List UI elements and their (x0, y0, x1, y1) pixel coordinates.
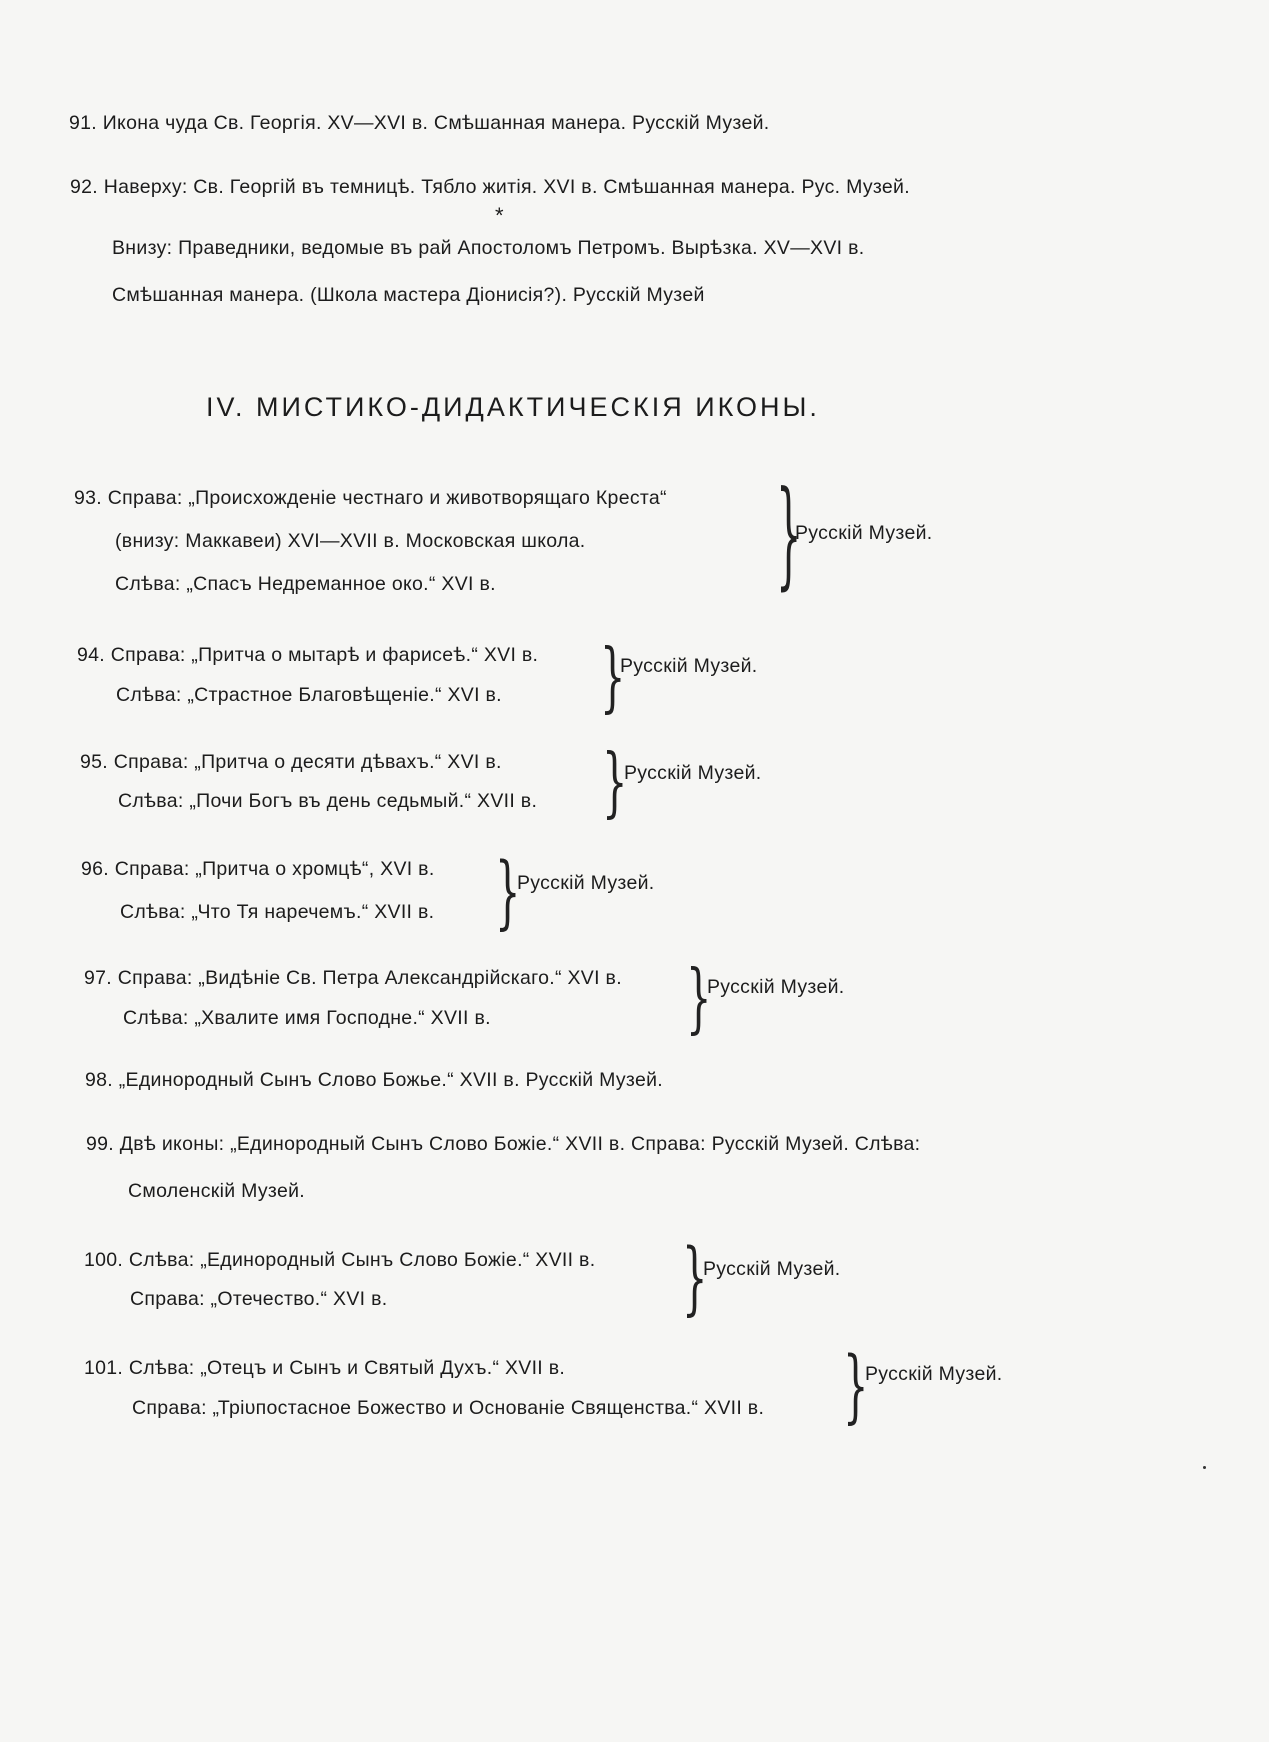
entry-94-line-2: Слѣва: „Страстное Благовѣщеніе.“ XVI в. (116, 684, 502, 706)
entry-91: 91. Икона чуда Св. Георгія. XV—XVI в. Смѣшанная манера. Русскій Музей. (69, 112, 770, 134)
entry-100-line-2: Справа: „Отечество.“ XVI в. (130, 1288, 388, 1310)
entry-101-museum: Русскій Музей. (865, 1363, 1003, 1385)
right-brace: } (776, 469, 802, 603)
entry-96-museum: Русскій Музей. (517, 872, 655, 894)
entry-93-line-1: 93. Справа: „Происхожденіе честнаго и животворящаго Креста“ (74, 487, 667, 509)
right-brace: } (602, 739, 628, 827)
entry-100-line-1: 100. Слѣва: „Единородный Сынъ Слово Божіе.“ XVII в. (84, 1249, 596, 1271)
page-speck (1203, 1466, 1206, 1469)
entry-97-line-2: Слѣва: „Хвалите имя Господне.“ XVII в. (123, 1007, 491, 1029)
right-brace: } (600, 634, 626, 722)
entry-95-line-1: 95. Справа: „Притча о десяти дѣвахъ.“ XVI в. (80, 751, 502, 773)
entry-101-line-2: Справа: „Трiυпостасное Божество и Основаніе Священства.“ XVII в. (132, 1397, 765, 1419)
entry-94-museum: Русскій Музей. (620, 655, 758, 677)
entry-93-museum: Русскій Музей. (795, 522, 933, 544)
entry-97-museum: Русскій Музей. (707, 976, 845, 998)
right-brace: } (682, 1233, 708, 1325)
asterisk-separator: * (495, 203, 504, 228)
right-brace: } (843, 1341, 869, 1433)
entry-96-line-1: 96. Справа: „Притча о хромцѣ“, XVI в. (81, 858, 435, 880)
entry-95-museum: Русскій Музей. (624, 762, 762, 784)
entry-94-line-1: 94. Справа: „Притча о мытарѣ и фарисеѣ.“ XVI в. (77, 644, 539, 666)
entry-96-line-2: Слѣва: „Что Тя наречемъ.“ XVII в. (120, 901, 435, 923)
entry-93-line-2: (внизу: Маккавеи) XVI—XVII в. Московская школа. (115, 530, 586, 552)
entry-99-line-2: Смоленскій Музей. (128, 1180, 306, 1202)
right-brace: } (686, 955, 712, 1043)
entry-97-line-1: 97. Справа: „Видѣніе Св. Петра Александрійскаго.“ XVI в. (84, 967, 622, 989)
entry-93-line-3: Слѣва: „Спасъ Недреманное око.“ XVI в. (115, 573, 496, 595)
entry-95-line-2: Слѣва: „Почи Богъ въ день седьмый.“ XVII в. (118, 790, 538, 812)
entry-92-line-2: Внизу: Праведники, ведомые въ рай Апостоломъ Петромъ. Вырѣзка. XV—XVI в. (112, 237, 865, 259)
entry-92-line-3: Смѣшанная манера. (Школа мастера Діонисія?). Русскій Музей (112, 284, 705, 306)
entry-92-line-1: 92. Наверху: Св. Георгій въ темницѣ. Тябло житія. XVI в. Смѣшанная манера. Рус. Музей. (70, 176, 910, 198)
right-brace: } (495, 847, 521, 939)
entry-98: 98. „Единородный Сынъ Слово Божье.“ XVII в. Русскій Музей. (85, 1069, 664, 1091)
entry-100-museum: Русскій Музей. (703, 1258, 841, 1280)
entry-101-line-1: 101. Слѣва: „Отецъ и Сынъ и Святый Духъ.“ XVII в. (84, 1357, 566, 1379)
entry-99-line-1: 99. Двѣ иконы: „Единородный Сынъ Слово Божіе.“ XVII в. Справа: Русскій Музей. Слѣва: (86, 1133, 921, 1155)
section-title: IV. МИСТИКО-ДИДАКТИЧЕСКІЯ ИКОНЫ. (206, 392, 820, 422)
